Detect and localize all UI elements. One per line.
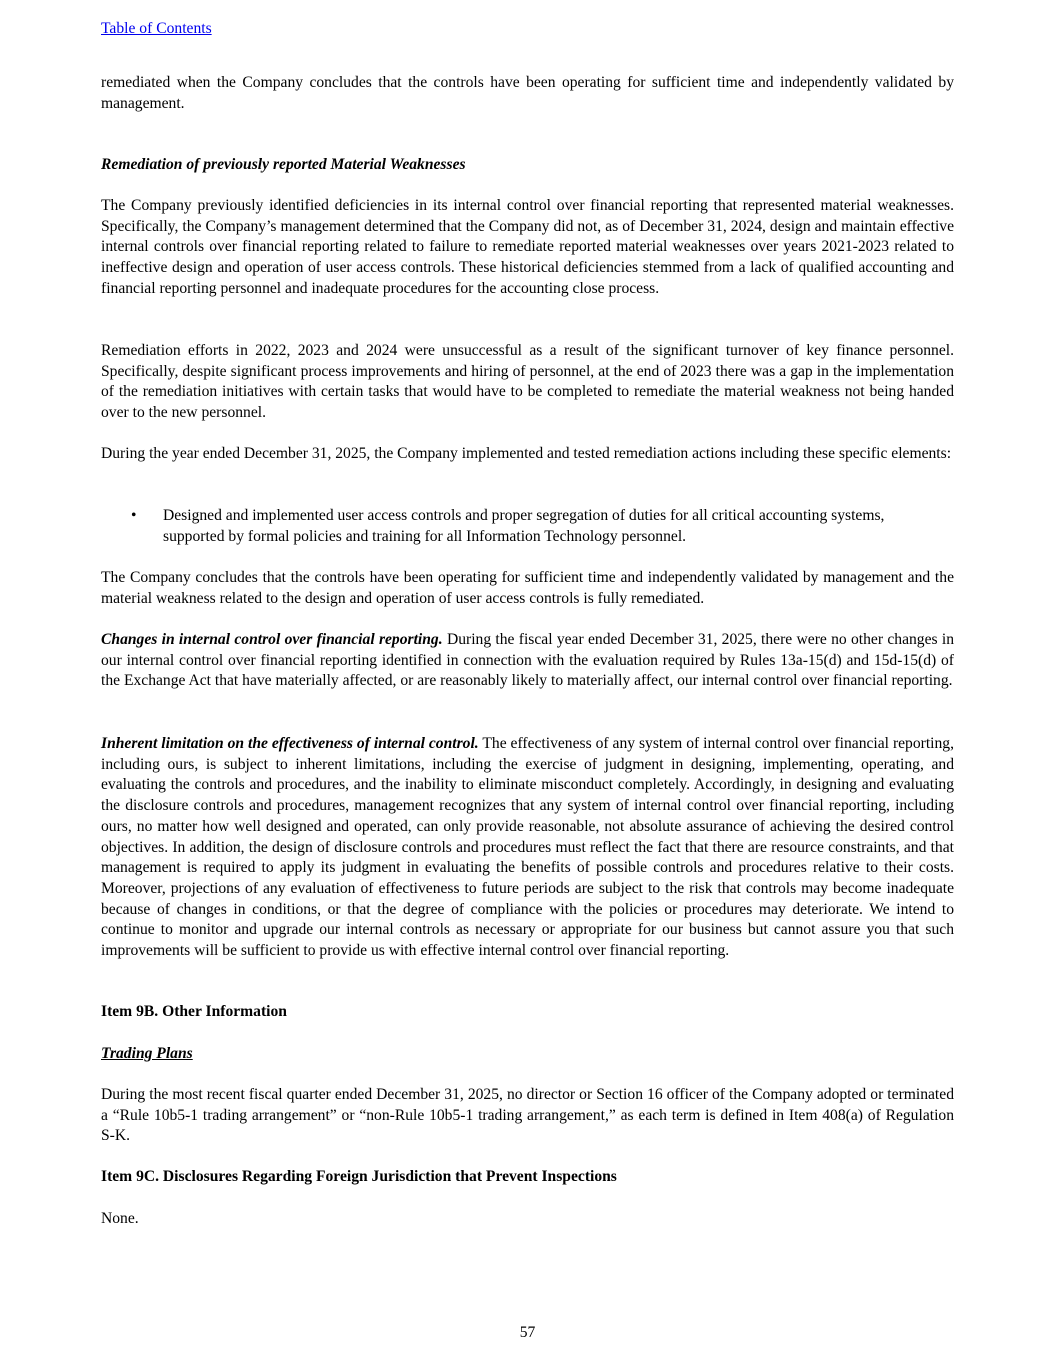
trading-plans-subheading: Trading Plans	[101, 1045, 193, 1062]
page-number: 57	[519, 1324, 536, 1341]
inherent-text: The effectiveness of any system of internal control over financial reporting, including ours, is subject to inherent limitations, including the exercise of judgment in designing, implementing, operating, and evaluating the controls and procedures, and the inability to eliminate misconduct completely. Accordingly, in designing and evaluating the disclosure controls and procedures, management recognizes that any system of internal control over financial reporting, including ours, no matter how well designed and operated, can only provide reasonable, not absolute assurance of achieving the desired control objectives. In addition, the design of disclosure controls and procedures must reflect the fact that there are resource constraints, and that management is required to apply its judgment in evaluating the benefits of possible controls and procedures relative to their costs. Moreover, projections of any evaluation of effectiveness to future periods are subject to the risk that controls may become inadequate because of changes in conditions, or that the degree of compliance with the policies or procedures may deteriorate. We intend to continue to monitor and upgrade our internal controls as necessary or appropriate for our business but cannot assure you that such improvements will be sufficient to provide us with effective internal control over financial reporting.	[101, 735, 954, 960]
inherent-runin-heading: Inherent limitation on the effectiveness of internal control.	[101, 735, 479, 752]
bullet-text: Designed and implemented user access controls and proper segregation of duties for all critical accounting systems, supported by formal policies and training for all Information Technology personnel.	[163, 507, 885, 545]
changes-text: During the fiscal year ended December 31, 2025, there were no other changes in our internal control over financial reporting identified in connection with the evaluation required by Rules 13a-15(d) and 15d-15(d) of the Exchange Act that have materially affected, or are reasonably likely to materially affect, our internal control over financial reporting.	[101, 631, 955, 690]
item-9c-heading: Item 9C. Disclosures Regarding Foreign Jurisdiction that Prevent Inspections	[101, 1168, 617, 1185]
remediation-paragraph-3: During the year ended December 31, 2025, the Company implemented and tested remediation actions including these specific elements:	[101, 445, 952, 462]
changes-runin-heading: Changes in internal control over financial reporting.	[101, 631, 443, 648]
continuation-paragraph: remediated when the Company concludes that the controls have been operating for sufficient time and independently validated by management.	[101, 74, 954, 112]
remediation-paragraph-4: The Company concludes that the controls have been operating for sufficient time and independently validated by management and the material weakness related to the design and operation of user access controls is fully remediated.	[101, 569, 954, 607]
bullet-icon: •	[131, 507, 137, 524]
trading-plans-paragraph: During the most recent fiscal quarter ended December 31, 2025, no director or Section 16 officer of the Company adopted or terminated a “Rule 10b5-1 trading arrangement” or “non-Rule 10b5-1 trading arrangement,” as each term is defined in Item 408(a) of Regulation S-K.	[101, 1086, 954, 1145]
table-of-contents-link[interactable]: Table of Contents	[101, 20, 212, 37]
item-9c-text: None.	[101, 1210, 139, 1227]
remediation-heading: Remediation of previously reported Material Weaknesses	[101, 156, 466, 173]
remediation-paragraph-2: Remediation efforts in 2022, 2023 and 2024 were unsuccessful as a result of the significant turnover of key finance personnel. Specifically, despite significant process improvements and hiring of personnel, at the end of 2023 there was a gap in the implementation of the remediation initiatives with certain tasks that would have to be completed to remediate the material weakness not being handed over to the new personnel.	[101, 342, 954, 422]
remediation-paragraph-1: The Company previously identified deficiencies in its internal control over financial reporting that represented material weaknesses. Specifically, the Company’s management determined that the Company did not, as of December 31, 2024, design and maintain effective internal controls over financial reporting related to failure to remediate reported material weaknesses over years 2021-2023 related to ineffective design and operation of user access controls. These historical deficiencies stemmed from a lack of qualified accounting and financial reporting personnel and inadequate procedures for the accounting close process.	[101, 197, 954, 297]
inherent-limitation-paragraph	[101, 734, 954, 962]
item-9b-heading: Item 9B. Other Information	[101, 1003, 287, 1020]
changes-paragraph	[101, 630, 954, 692]
